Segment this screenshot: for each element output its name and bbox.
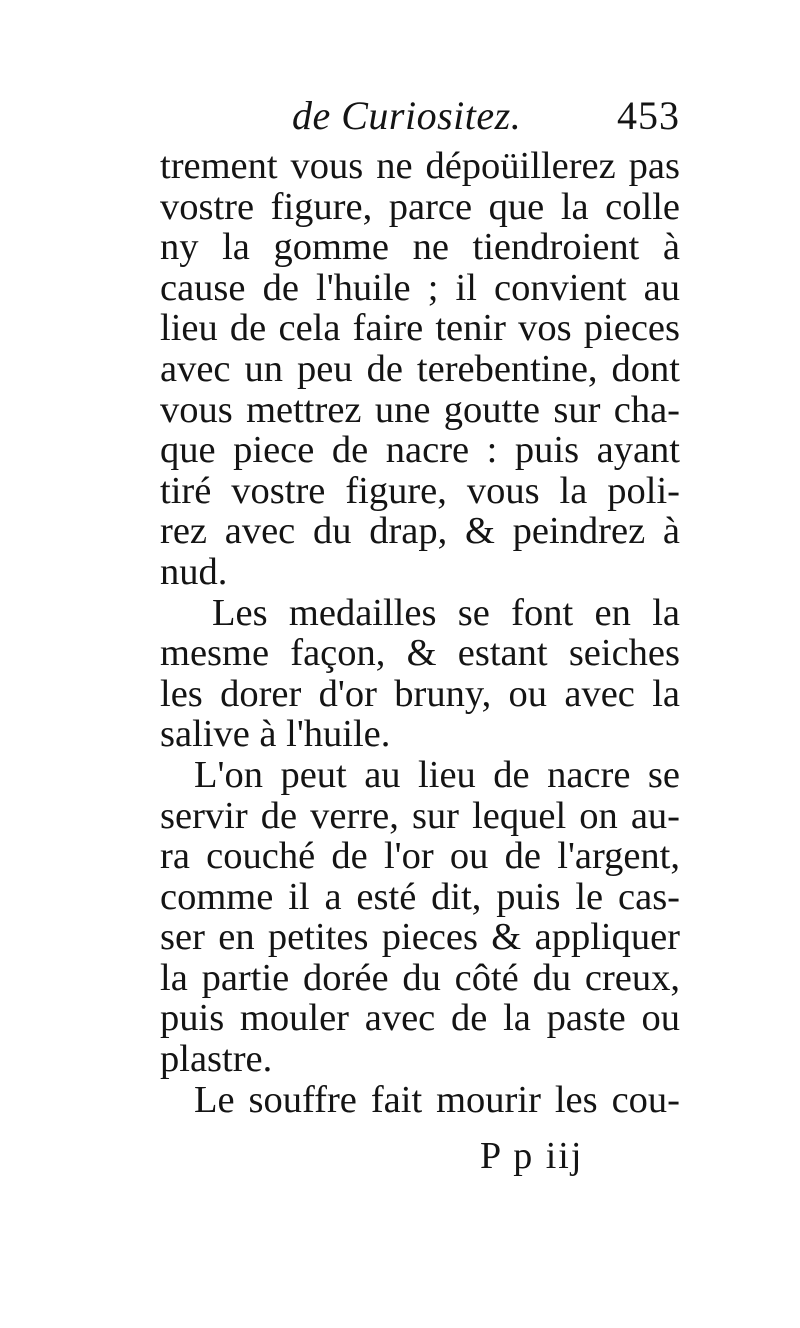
text-line: vous mettrez une goutte sur cha-	[160, 388, 680, 431]
text-line: vostre figure, parce que la colle	[160, 185, 680, 228]
page-header	[160, 92, 680, 148]
text-line: les dorer d'or bruny, ou avec la	[160, 672, 680, 715]
text-line: trement vous ne dépoüillerez pas	[160, 145, 680, 187]
text-line: Le souffre fait mourir les cou-	[194, 1078, 680, 1121]
text-line: plastre.	[160, 1038, 273, 1081]
text-line: rez avec du drap, & peindrez à	[160, 510, 680, 553]
text-line: tiré vostre figure, vous la poli-	[160, 469, 680, 512]
signature-mark: P p iij	[480, 1135, 584, 1177]
text-line: mesme façon, & estant seiches	[160, 632, 680, 675]
text-line: salive à l'huile.	[160, 713, 391, 756]
page-number: 453	[617, 93, 680, 138]
text-line: la partie dorée du côté du creux,	[160, 956, 680, 999]
text-line: cause de l'huile ; il convient au	[160, 266, 680, 309]
text-line: comme il a esté dit, puis le cas-	[160, 875, 680, 918]
text-line: lieu de cela faire tenir vos pieces	[160, 307, 680, 350]
text-line: Les medailles se font en la	[212, 591, 680, 634]
body-text	[160, 146, 680, 1120]
text-line: que piece de nacre : puis ayant	[160, 429, 680, 472]
text-line: puis mouler avec de la paste ou	[160, 997, 680, 1040]
text-line: avec un peu de terebentine, dont	[160, 347, 680, 390]
text-line: servir de verre, sur lequel on au-	[160, 794, 680, 837]
text-line: ny la gomme ne tiendroient à	[160, 226, 680, 269]
running-title: de Curiositez.	[292, 93, 522, 138]
text-line: ra couché de l'or ou de l'argent,	[160, 835, 680, 878]
text-line: ser en petites pieces & appliquer	[160, 916, 680, 959]
text-line: nud.	[160, 550, 228, 593]
text-line: L'on peut au lieu de nacre se	[194, 753, 680, 796]
